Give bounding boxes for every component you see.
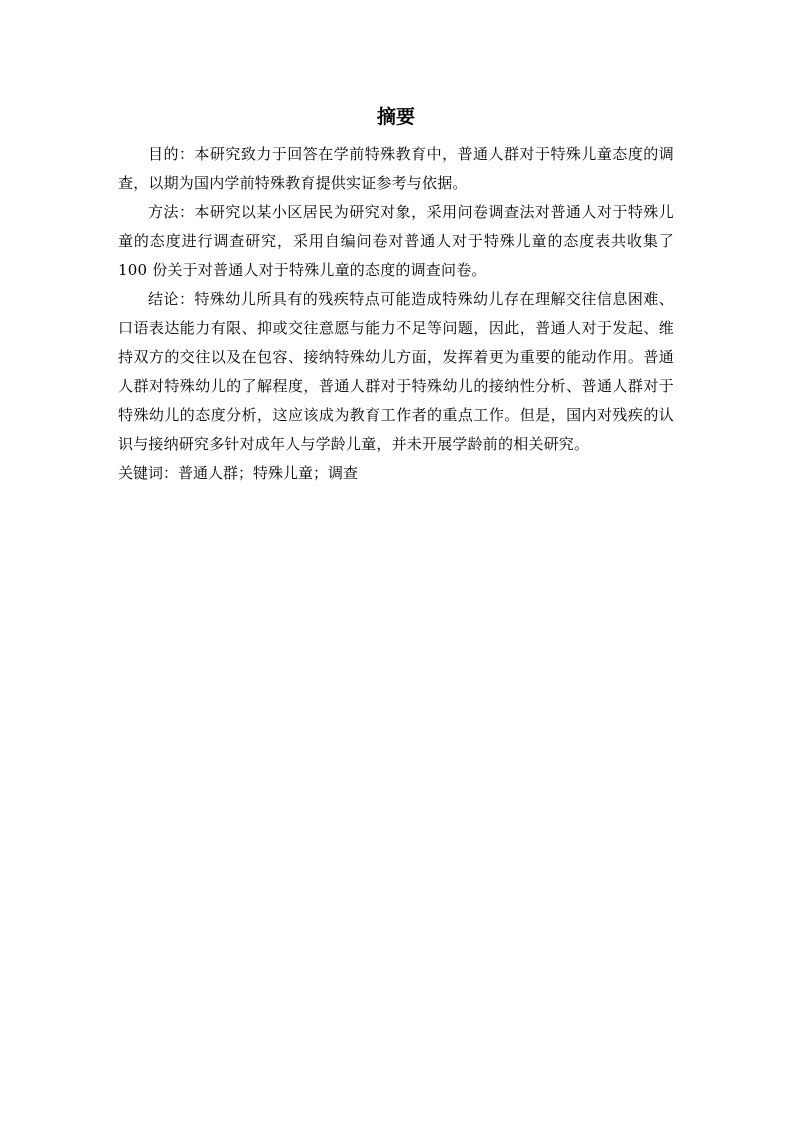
document-page	[118, 104, 674, 488]
abstract-title: 摘要	[376, 106, 415, 128]
abstract-method-paragraph: 方法：本研究以某小区居民为研究对象，采用问卷调查法对普通人对于特殊儿童的态度进行调查研究，采用自编问卷对普通人对于特殊儿童的态度表共收集了 100 份关于对普通人对于特殊儿童的态度的调查问卷。	[118, 203, 674, 279]
abstract-conclusion-paragraph: 结论：特殊幼儿所具有的残疾特点可能造成特殊幼儿存在理解交往信息困难、口语表达能力有限、抑或交往意愿与能力不足等问题，因此，普通人对于发起、维持双方的交往以及在包容、接纳特殊幼儿方面，发挥着更为重要的能动作用。普通人群对特殊幼儿的了解程度，普通人群对于特殊幼儿的接纳性分析、普通人群对于特殊幼儿的态度分析，这应该成为教育工作者的重点工作。但是，国内对残疾的认识与接纳研究多针对成年人与学龄儿童，并未开展学龄前的相关研究。	[118, 290, 674, 453]
abstract-keywords: 关键词：普通人群；特殊儿童；调查	[118, 464, 359, 482]
abstract-purpose-paragraph: 目的：本研究致力于回答在学前特殊教育中，普通人群对于特殊儿童态度的调查，以期为国内学前特殊教育提供实证参考与依据。	[118, 145, 674, 192]
